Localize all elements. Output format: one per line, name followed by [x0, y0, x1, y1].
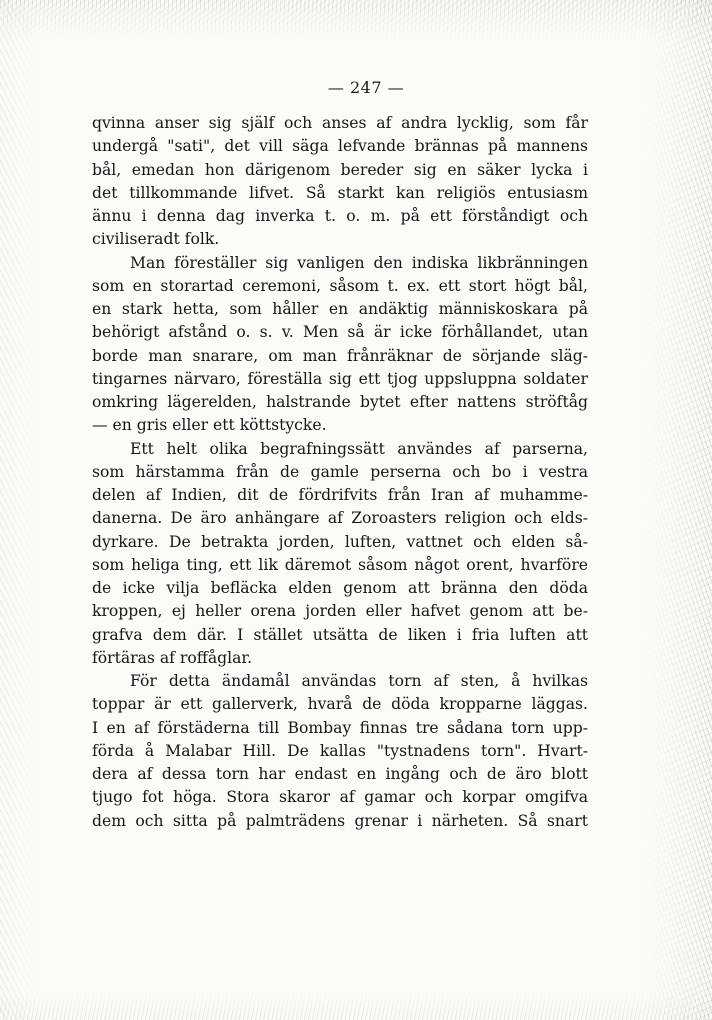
- text-line: det tillkommande lifvet. Så starkt kan religiös entusiasm: [92, 183, 588, 202]
- scan-edge-noise-left: [0, 0, 40, 1020]
- text-line: Ett helt olika begrafningssätt användes af parserna,: [130, 439, 588, 458]
- text-line: tingarnes närvaro, föreställa sig ett tjog uppsluppna soldater: [92, 369, 588, 388]
- text-line: civiliseradt folk.: [92, 230, 220, 249]
- text-line: bål, emedan hon därigenom bereder sig en säker lycka i: [92, 160, 588, 179]
- text-line: toppar är ett gallerverk, hvarå de döda kropparne läggas.: [92, 695, 588, 714]
- text-line: kroppen, ej heller orena jorden eller hafvet genom att be-: [92, 602, 588, 621]
- paragraph: [92, 112, 588, 252]
- paragraph: [92, 438, 588, 671]
- text-line: ännu i denna dag inverka t. o. m. på ett förståndigt och: [92, 207, 588, 225]
- text-line: förtäras af roffåglar.: [92, 648, 253, 667]
- text-line: I en af förstäderna till Bombay finnas tre sådana torn upp-: [92, 718, 588, 737]
- text-line: dera af dessa torn har endast en ingång och de äro blott: [92, 765, 588, 783]
- text-line: som en storartad ceremoni, såsom t. ex. ett stort högt bål,: [92, 276, 588, 295]
- page-number: — 247 —: [327, 78, 405, 97]
- scan-edge-noise-top: [0, 0, 712, 42]
- paragraph: [92, 670, 588, 833]
- text-line: dem och sitta på palmträdens grenar i närheten. Så snart: [92, 811, 588, 830]
- scan-edge-noise-bottom: [0, 990, 712, 1020]
- text-line: — en gris eller ett köttstycke.: [92, 416, 327, 435]
- text-line: behörigt afstånd o. s. v. Men så är icke förhållandet, utan: [92, 323, 588, 342]
- text-line: som härstamma från de gamle perserna och bo i vestra: [92, 462, 588, 481]
- text-line: de icke vilja befläcka elden genom att bränna den döda: [92, 579, 588, 597]
- text-line: som heliga ting, ett lik däremot såsom något orent, hvarföre: [92, 555, 588, 574]
- text-line: undergå "sati", det vill säga lefvande brännas på mannens: [92, 137, 588, 156]
- text-line: en stark hetta, som håller en andäktig människoskara på: [92, 300, 588, 318]
- text-line: delen af Indien, dit de fördrifvits från Iran af muhamme-: [92, 486, 588, 504]
- body-text: [92, 112, 588, 833]
- text-line: dyrkare. De betrakta jorden, luften, vattnet och elden så-: [92, 532, 588, 551]
- text-line: qvinna anser sig själf och anses af andra lycklig, som får: [92, 114, 588, 132]
- text-line: tjugo fot höga. Stora skaror af gamar och korpar omgifva: [92, 788, 588, 807]
- text-line: Man föreställer sig vanligen den indiska likbränningen: [130, 253, 588, 272]
- text-line: omkring lägerelden, halstrande bytet efter nattens ströftåg: [92, 393, 588, 411]
- text-line: För detta ändamål användas torn af sten, å hvilkas: [130, 672, 588, 690]
- scan-edge-noise-right: [642, 0, 712, 1020]
- text-line: förda å Malabar Hill. De kallas "tystnadens torn". Hvart-: [92, 741, 588, 760]
- text-line: danerna. De äro anhängare af Zoroasters religion och elds-: [92, 509, 588, 528]
- text-line: grafva dem där. I stället utsätta de liken i fria luften att: [92, 625, 588, 644]
- paragraph: [92, 252, 588, 438]
- text-line: borde man snarare, om man frånräknar de sörjande släg-: [92, 346, 588, 365]
